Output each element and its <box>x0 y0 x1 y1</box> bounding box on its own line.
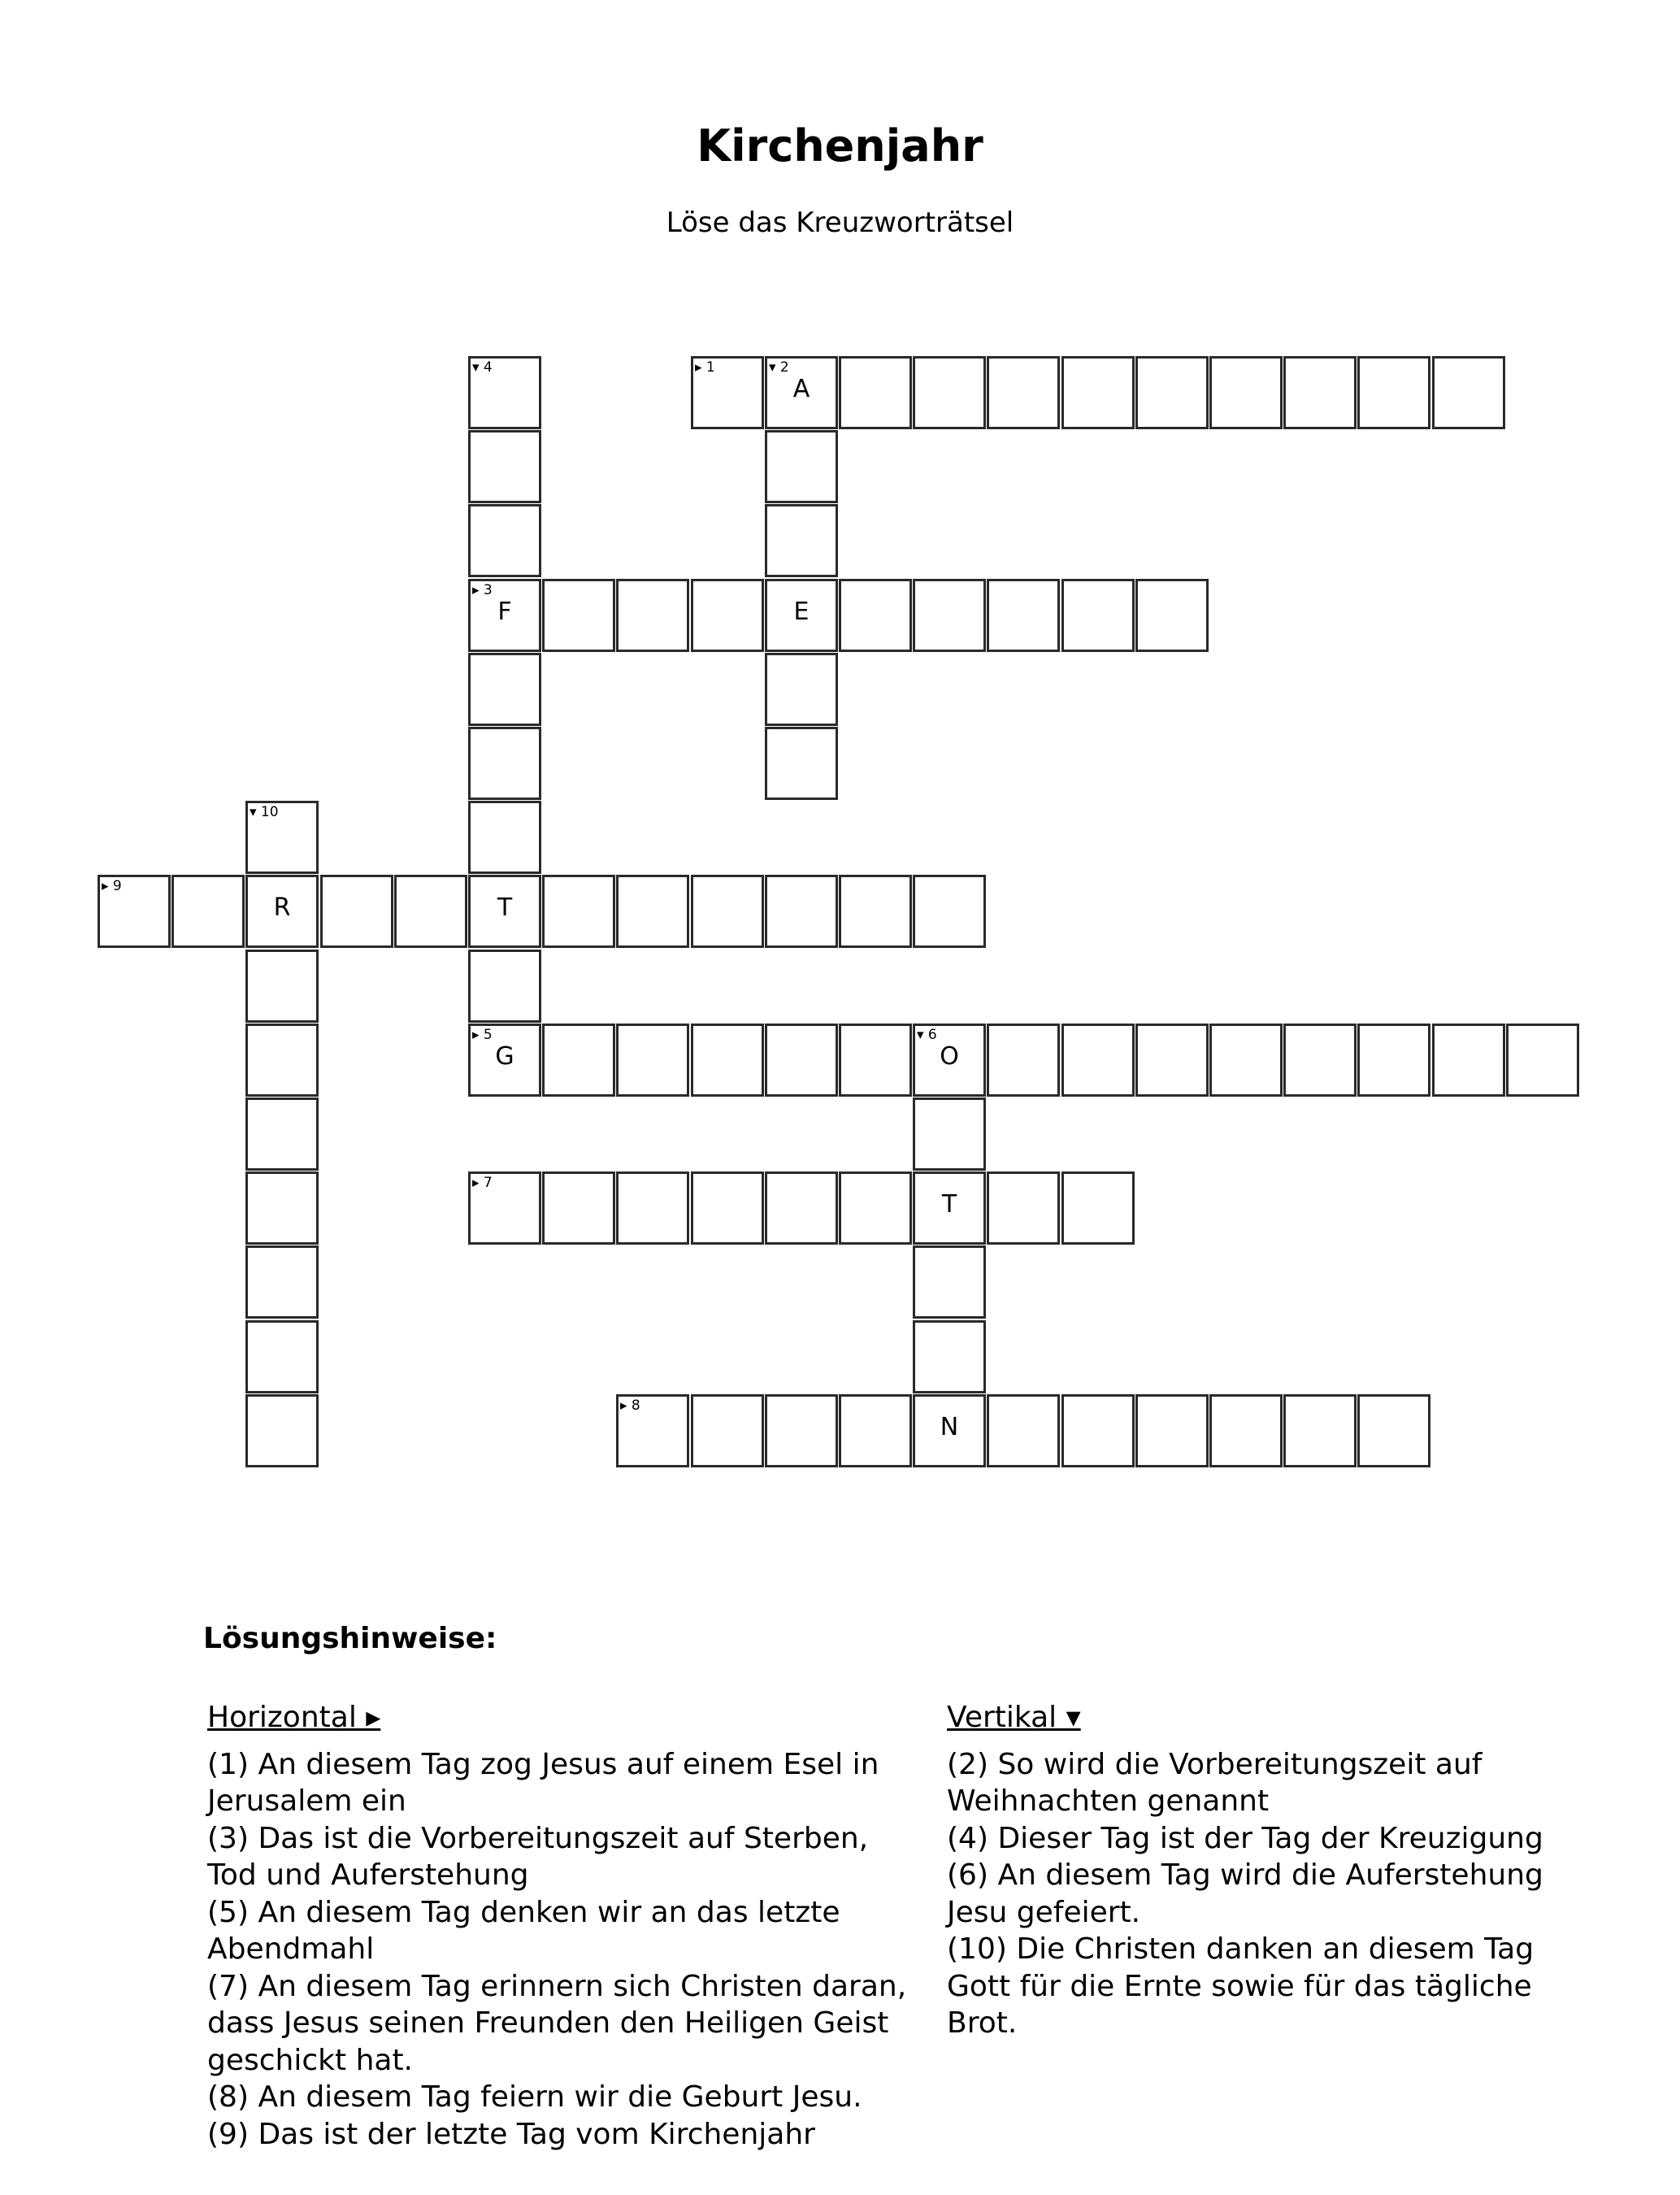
cell-letter: T <box>941 1190 957 1219</box>
cell-letter: R <box>273 893 291 922</box>
cell-number: ▾ 4 <box>472 359 493 376</box>
grid-cell[interactable] <box>913 1024 986 1097</box>
grid-cell[interactable] <box>1283 1394 1357 1467</box>
grid-cell[interactable] <box>245 1394 319 1467</box>
grid-cell[interactable] <box>1061 1394 1135 1467</box>
grid-cell[interactable] <box>245 1171 319 1245</box>
grid-cell[interactable] <box>1135 1024 1209 1097</box>
grid-cell[interactable] <box>1061 579 1135 652</box>
grid-cell[interactable] <box>468 430 541 503</box>
grid-cell[interactable] <box>245 801 319 874</box>
grid-cell[interactable] <box>1135 579 1209 652</box>
grid-cell[interactable] <box>913 1098 986 1171</box>
grid-cell[interactable] <box>839 356 912 429</box>
grid-cell[interactable] <box>1506 1024 1579 1097</box>
grid-cell[interactable] <box>691 875 764 948</box>
clue-vertical-4: (4) Dieser Tag ist der Tag der Kreuzigung <box>947 1821 1543 1855</box>
grid-cell[interactable] <box>839 1171 912 1245</box>
grid-cell[interactable] <box>1283 1024 1357 1097</box>
grid-cell[interactable] <box>913 1320 986 1393</box>
grid-cell[interactable] <box>1432 356 1505 429</box>
grid-cell[interactable] <box>1209 1394 1283 1467</box>
cell-number: ▸ 3 <box>472 582 493 598</box>
horizontal-label: Horizontal ▸ <box>207 1701 381 1734</box>
grid-cell[interactable] <box>394 875 467 948</box>
grid-cell[interactable] <box>765 579 838 652</box>
page-subtitle: Löse das Kreuzworträtsel <box>666 206 1014 239</box>
grid-cell[interactable] <box>765 653 838 726</box>
cell-letter: N <box>940 1413 959 1441</box>
grid-cell[interactable] <box>1283 356 1357 429</box>
grid-cell[interactable] <box>839 1024 912 1097</box>
grid-cell[interactable] <box>1357 356 1430 429</box>
cell-number: ▾ 6 <box>917 1027 937 1043</box>
grid-cell[interactable] <box>1061 356 1135 429</box>
grid-cell[interactable] <box>468 1024 541 1097</box>
grid-cell[interactable] <box>468 579 541 652</box>
grid-cell[interactable] <box>1357 1394 1430 1467</box>
cell-letter: F <box>497 598 512 626</box>
grid-cell[interactable] <box>1061 1171 1135 1245</box>
grid-cell[interactable] <box>691 579 764 652</box>
grid-cell[interactable] <box>245 950 319 1023</box>
cell-number: ▾ 2 <box>769 359 789 376</box>
grid-cell[interactable] <box>913 579 986 652</box>
vertical-clues <box>947 1699 1565 2042</box>
grid-cell[interactable] <box>987 579 1060 652</box>
grid-cell[interactable] <box>616 1024 689 1097</box>
grid-cell[interactable] <box>98 875 171 948</box>
grid-cell[interactable] <box>542 579 615 652</box>
grid-cell[interactable] <box>468 875 541 948</box>
grid-cell[interactable] <box>616 1171 689 1245</box>
grid-cell[interactable] <box>691 1394 764 1467</box>
grid-cell[interactable] <box>765 1394 838 1467</box>
grid-cell[interactable] <box>468 1171 541 1245</box>
cell-number: ▸ 8 <box>620 1397 640 1414</box>
grid-cell[interactable] <box>245 1098 319 1171</box>
vertical-label: Vertikal ▾ <box>947 1701 1081 1734</box>
clue-vertical-10: (10) Die Christen danken an diesem Tag Gott für die Ernte sowie für das tägliche Brot. <box>947 1932 1535 2040</box>
clue-horizontal-9: (9) Das ist der letzte Tag vom Kirchenjahr <box>207 2117 815 2151</box>
grid-cell[interactable] <box>765 430 838 503</box>
grid-cell[interactable] <box>1061 1024 1135 1097</box>
grid-cell[interactable] <box>1432 1024 1505 1097</box>
cell-letter: T <box>497 893 513 922</box>
grid-cell[interactable] <box>468 801 541 874</box>
grid-cell[interactable] <box>1209 1024 1283 1097</box>
clue-vertical-2: (2) So wird die Vorbereitungszeit auf Weihnachten genannt <box>947 1747 1482 1818</box>
grid-cell[interactable] <box>839 1394 912 1467</box>
grid-cell[interactable] <box>616 1394 689 1467</box>
grid-cell[interactable] <box>987 1024 1060 1097</box>
grid-cell[interactable] <box>542 1024 615 1097</box>
grid-cell[interactable] <box>616 579 689 652</box>
grid-cell[interactable] <box>1135 356 1209 429</box>
grid-cell[interactable] <box>913 875 986 948</box>
cell-letter: A <box>792 375 810 403</box>
grid-cell[interactable] <box>765 356 838 429</box>
grid-cell[interactable] <box>913 1171 986 1245</box>
grid-cell[interactable] <box>542 1171 615 1245</box>
cell-letter: E <box>793 598 810 626</box>
grid-cell[interactable] <box>320 875 393 948</box>
grid-cell[interactable] <box>468 950 541 1023</box>
grid-cell[interactable] <box>765 1171 838 1245</box>
clue-horizontal-1: (1) An diesem Tag zog Jesus auf einem Esel in Jerusalem ein <box>207 1747 879 1818</box>
grid-cell[interactable] <box>913 1394 986 1467</box>
clues-heading: Lösungshinweise: <box>203 1622 497 1655</box>
grid-cell[interactable] <box>765 504 838 577</box>
grid-cell[interactable] <box>245 1320 319 1393</box>
grid-cell[interactable] <box>1209 356 1283 429</box>
grid-cell[interactable] <box>765 727 838 800</box>
grid-cell[interactable] <box>468 727 541 800</box>
grid-cell[interactable] <box>468 504 541 577</box>
grid-cell[interactable] <box>468 653 541 726</box>
grid-cell[interactable] <box>765 875 838 948</box>
cell-number: ▾ 10 <box>250 804 279 820</box>
grid-cell[interactable] <box>765 1024 838 1097</box>
grid-cell[interactable] <box>839 875 912 948</box>
grid-cell[interactable] <box>987 1394 1060 1467</box>
grid-cell[interactable] <box>839 579 912 652</box>
clue-horizontal-5: (5) An diesem Tag denken wir an das letzte Abendmahl <box>207 1895 840 1966</box>
cell-letter: O <box>940 1042 959 1071</box>
grid-cell[interactable] <box>1357 1024 1430 1097</box>
clue-vertical-6: (6) An diesem Tag wird die Auferstehung Jesu gefeiert. <box>947 1858 1543 1929</box>
grid-cell[interactable] <box>542 875 615 948</box>
grid-cell[interactable] <box>987 356 1060 429</box>
grid-cell[interactable] <box>468 356 541 429</box>
cell-number: ▸ 7 <box>472 1175 493 1191</box>
grid-cell[interactable] <box>245 1245 319 1319</box>
grid-cell[interactable] <box>616 875 689 948</box>
cell-number: ▸ 1 <box>695 359 715 376</box>
clue-horizontal-7: (7) An diesem Tag erinnern sich Christen daran, dass Jesus seinen Freunden den Heiligen Geist geschickt hat. <box>207 1969 907 2077</box>
grid-cell[interactable] <box>987 1171 1060 1245</box>
clue-horizontal-3: (3) Das ist die Vorbereitungszeit auf Sterben, Tod und Auferstehung <box>207 1821 869 1892</box>
cell-letter: G <box>495 1042 514 1071</box>
grid-cell[interactable] <box>171 875 245 948</box>
page-title: Kirchenjahr <box>697 120 983 172</box>
grid-cell[interactable] <box>245 1024 319 1097</box>
grid-cell[interactable] <box>913 1245 986 1319</box>
clue-horizontal-8: (8) An diesem Tag feiern wir die Geburt Jesu. <box>207 2080 862 2114</box>
grid-cell[interactable] <box>691 1024 764 1097</box>
grid-cell[interactable] <box>245 875 319 948</box>
cell-number: ▸ 9 <box>102 878 122 894</box>
grid-cell[interactable] <box>1135 1394 1209 1467</box>
horizontal-clues <box>207 1699 922 2153</box>
cell-number: ▸ 5 <box>472 1027 493 1043</box>
grid-cell[interactable] <box>691 356 764 429</box>
grid-cell[interactable] <box>691 1171 764 1245</box>
grid-cell[interactable] <box>913 356 986 429</box>
